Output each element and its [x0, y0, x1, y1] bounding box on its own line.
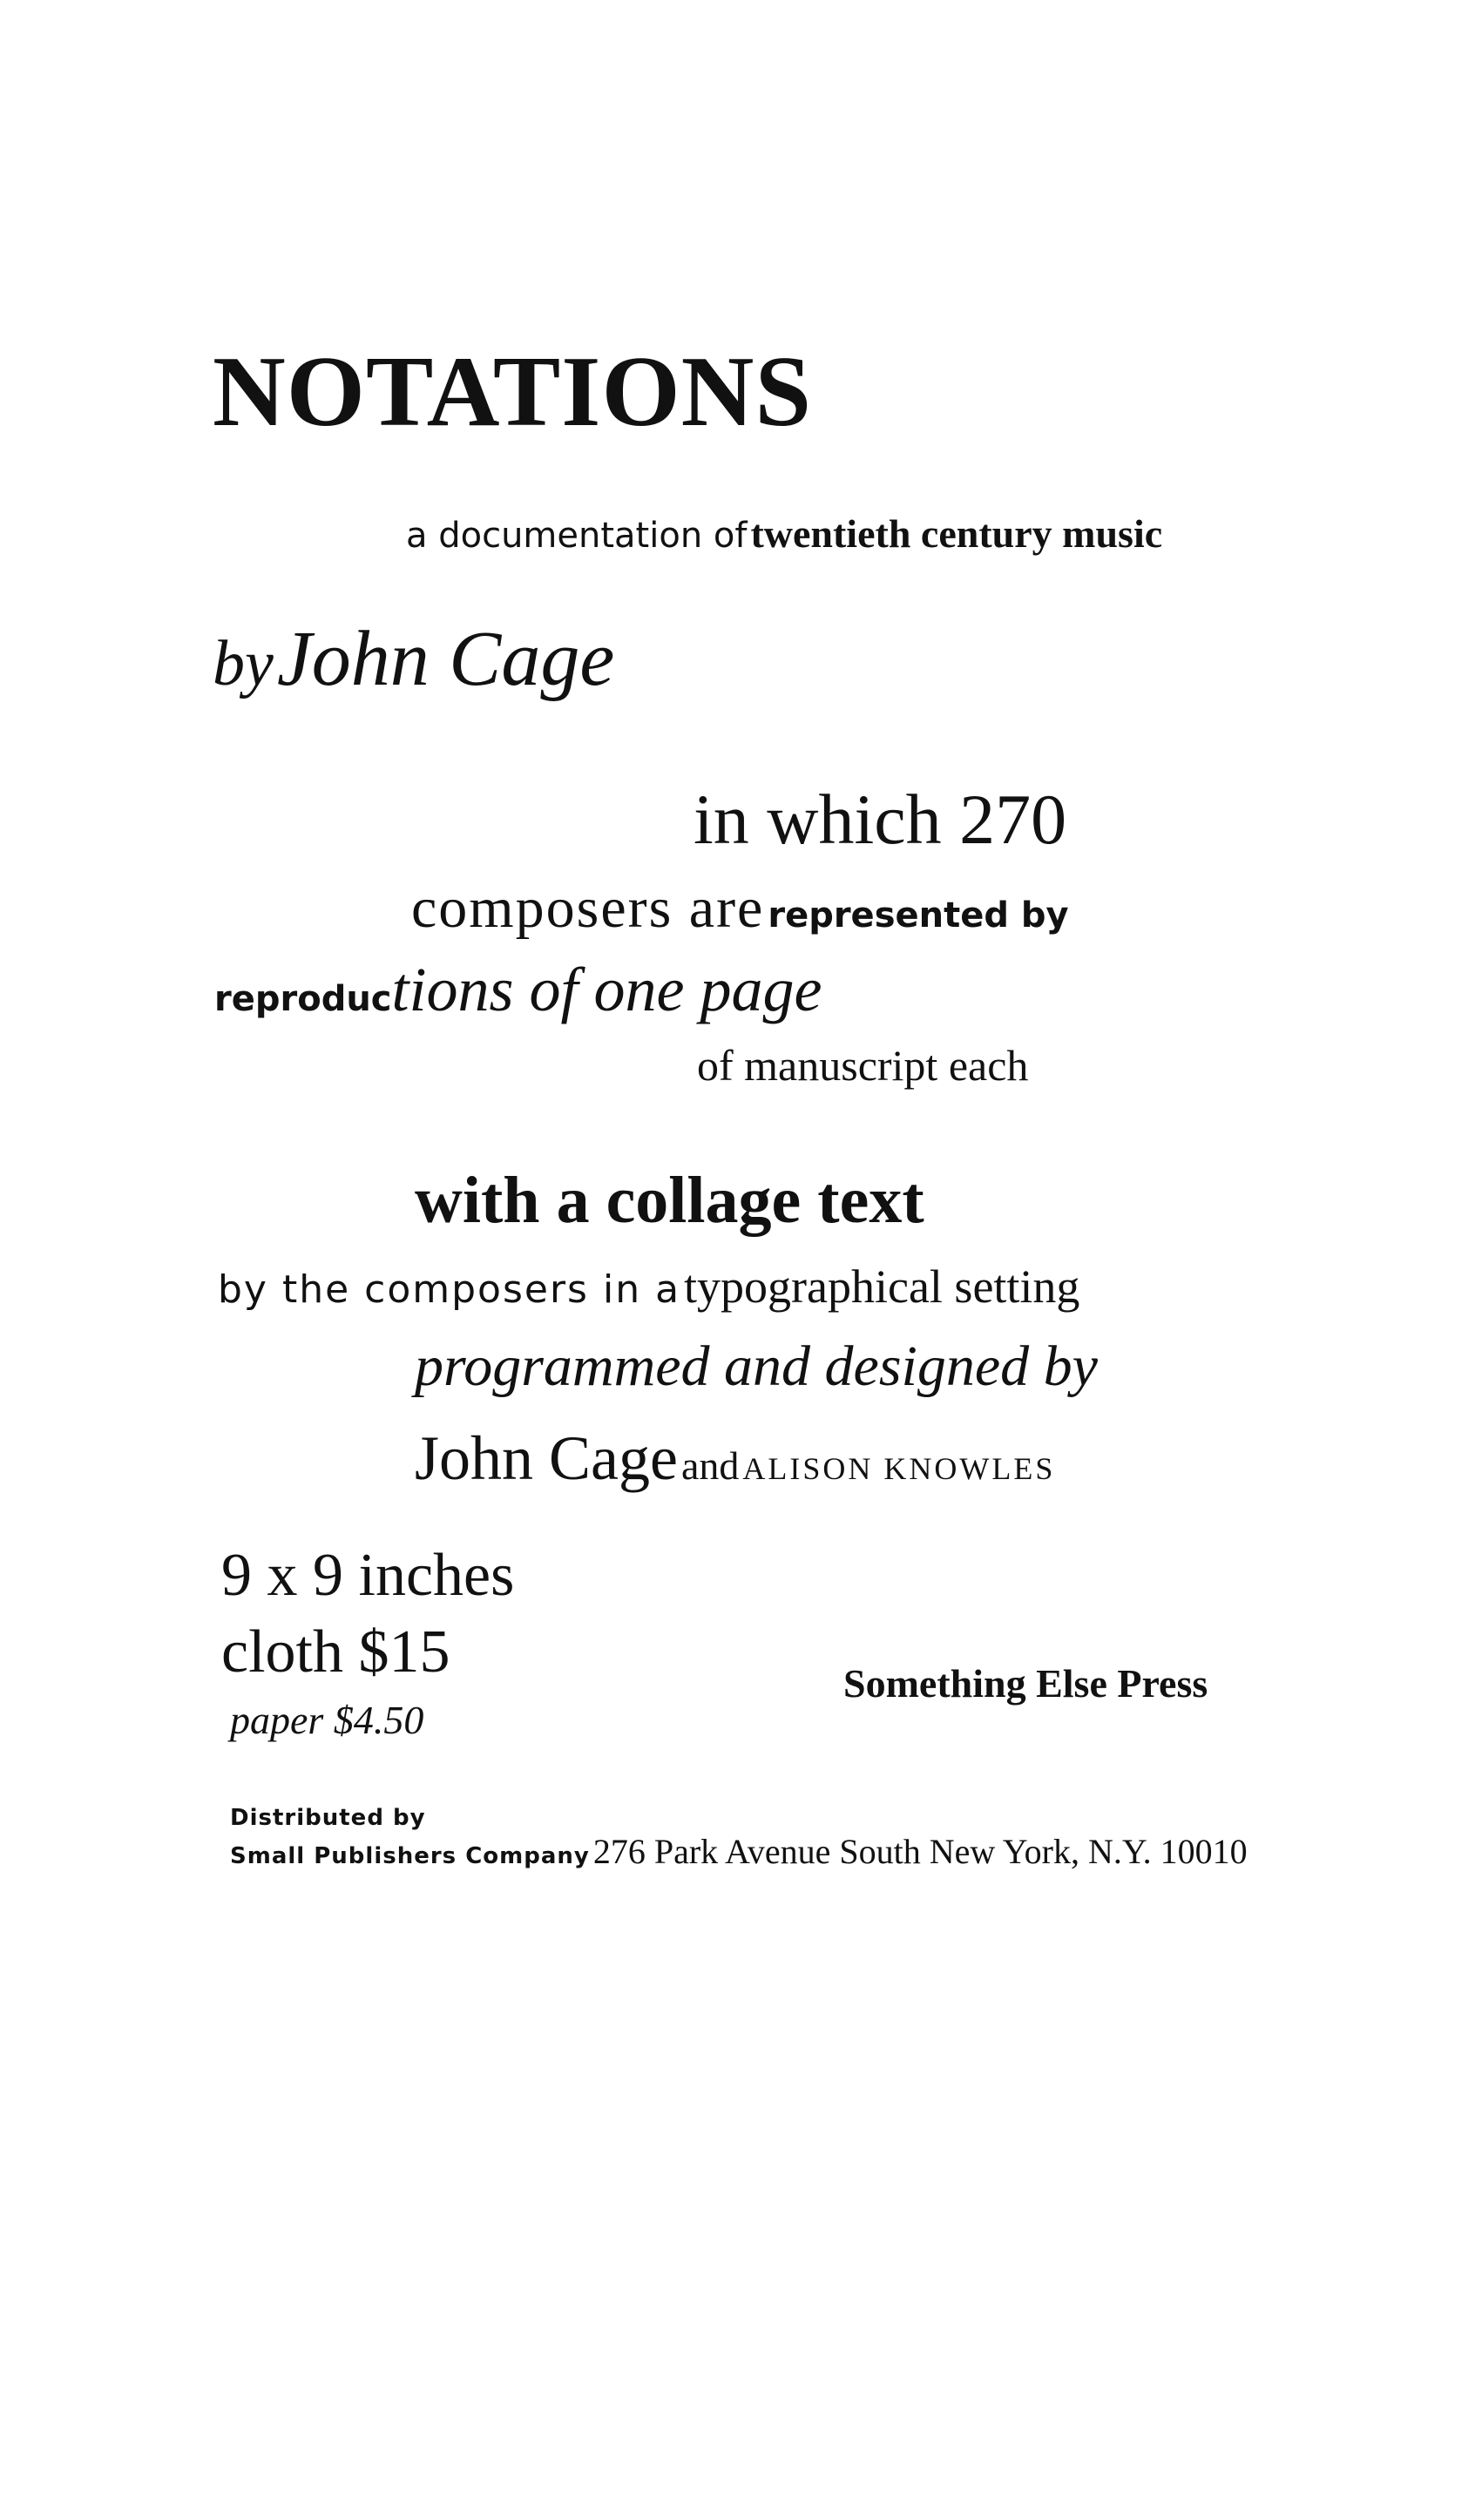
description-line-4: of manuscript each [697, 1041, 1029, 1090]
author-by: by [213, 628, 274, 699]
author-line [213, 616, 615, 702]
price-cloth: cloth $15 [221, 1618, 450, 1686]
tions-text: tions of one page [391, 955, 822, 1024]
description-line-1: in which 270 [694, 780, 1067, 859]
designer-name-1: John Cage [415, 1423, 678, 1493]
publisher-name: Something Else Press [843, 1661, 1208, 1706]
subtitle-part-2: twentieth century music [750, 511, 1163, 556]
typographical-setting-text: typographical setting [684, 1260, 1080, 1313]
subtitle-part-1: a documentation of [406, 516, 748, 556]
description-line-2 [411, 876, 1069, 940]
description-line-6 [218, 1260, 1080, 1313]
description-line-8 [415, 1423, 1056, 1493]
distributor-company: Small Publishers Company [230, 1843, 590, 1869]
distribution-line [230, 1834, 1248, 1869]
represented-by-text: represented by [768, 895, 1069, 936]
page-title: NOTATIONS [213, 336, 812, 448]
book-size: 9 x 9 inches [221, 1542, 515, 1609]
description-line-7: programmed and designed by [415, 1334, 1098, 1398]
distributor-address: 276 Park Avenue South New York, N.Y. 10010 [592, 1832, 1248, 1871]
author-name: John Cage [276, 616, 615, 702]
description-line-3 [214, 955, 822, 1024]
designer-name-2: ALISON KNOWLES [742, 1451, 1056, 1486]
reproduc-text: reproduc [214, 979, 392, 1019]
description-line-5: with a collage text [415, 1164, 924, 1237]
subtitle [406, 511, 1163, 556]
distribution-label: Distributed by [230, 1805, 426, 1831]
designer-and: and [680, 1443, 740, 1488]
price-paper: paper $4.50 [230, 1698, 424, 1742]
composers-text: composers are [411, 876, 765, 940]
by-the-composers-text: by the composers in a [218, 1267, 681, 1312]
